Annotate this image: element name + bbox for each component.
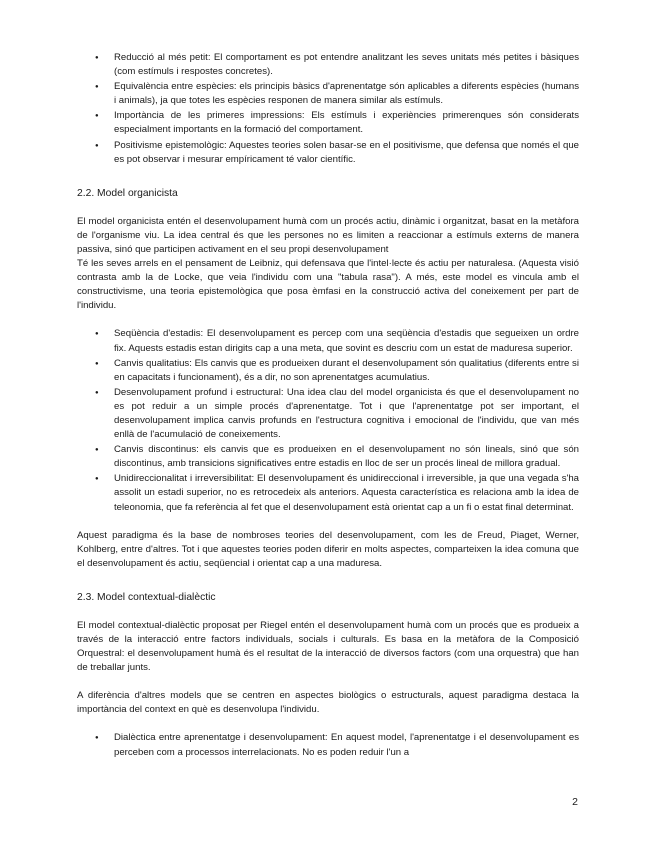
contextual-paragraph-1: El model contextual-dialèctic proposat per Riegel entén el desenvolupament humà com un procés que es produeix a través de la interacció entre factors individuals, socials i culturals. Es basa en la metàfora de la Composició Orquestral: el desenvolupament humà és el resultat de la interacció de diversos factors (com una orquestra) que han de treballar junts. <box>77 619 579 674</box>
list-item: ● Seqüència d'estadis: El desenvolupament es percep com una seqüència d'estadis que segueixen un ordre fix. Aquests estadis estan dirigits cap a una meta, que sovint es descriu com un estat de maduresa superior. <box>77 327 579 355</box>
organicist-features-list <box>77 327 579 514</box>
list-item: ● Importància de les primeres impressions: Els estímuls i experiències primerenques són considerats especialment importants en la formació del comportament. <box>77 109 579 137</box>
list-item: ● Desenvolupament profund i estructural: Una idea clau del model organicista és que el desenvolupament no es pot reduir a un simple procés d'aprenentatge. Tot i que l'aprenentatge pot ser important, el desenvolupament implica canvis profunds en l'estructura cognitiva i emocional de l'individu, que van més enllà de l'acumulació de coneixements. <box>77 386 579 442</box>
organicist-intro-line-1: El model organicista entén el desenvolupament humà com un procés actiu, dinàmic i organitzat, basat en la metàfora de l'organisme viu. La idea central és que les persones no es limiten a reaccionar a estímuls externs de manera passiva, sinó que participen activament en el seu propi desenvolupament <box>77 215 579 255</box>
organicist-intro <box>77 215 579 314</box>
section-heading-contextual: 2.3. Model contextual-dialèctic <box>77 591 216 603</box>
list-item: ● Reducció al més petit: El comportament es pot entendre analitzant les seves unitats més petites i bàsiques (com estímuls i respostes concretes). <box>77 51 579 79</box>
list-item: ● Canvis discontinus: els canvis que es produeixen en el desenvolupament no són lineals, sinó que són discontinus, amb transicions significatives entre estadis en lloc de ser un procés lineal de millora gradual. <box>77 443 579 471</box>
contextual-paragraph-2: A diferència d'altres models que se centren en aspectes biològics o estructurals, aquest paradigma destaca la importància del context en què es desenvolupa l'individu. <box>77 690 579 716</box>
list-item: ● Positivisme epistemològic: Aquestes teories solen basar-se en el positivisme, que defensa que només el que es pot observar i mesurar empíricament té valor científic. <box>77 139 579 167</box>
page-content <box>77 51 579 761</box>
organicist-closing: Aquest paradigma és la base de nombroses teories del desenvolupament, com les de Freud, Piaget, Werner, Kohlberg, entre d'altres. Tot i que aquestes teories poden diferir en molts aspectes, comparteixen la idea comuna que el desenvolupament és actiu, seqüencial i orientat cap a una maduresa. <box>77 529 579 569</box>
page-number: 2 <box>572 796 578 808</box>
list-item: ● Canvis qualitatius: Els canvis que es produeixen durant el desenvolupament són qualitatius (diferents entre si en capacitats i funcionament), és a dir, no son aprenentatges acumulatius. <box>77 357 579 385</box>
contextual-features-list <box>77 731 579 759</box>
list-item: ● Unidireccionalitat i irreversibilitat: El desenvolupament és unidireccional i irreversible, ja que una vegada s'ha assolit un estadi superior, no es retrocedeix als anteriors. Aquesta característica es relaciona amb la idea de teleonomia, que fa referència al fet que el desenvolupament està orientat cap a un fi o estat final determinat. <box>77 472 579 514</box>
section-heading-organicist: 2.2. Model organicista <box>77 187 178 199</box>
list-item: ● Dialèctica entre aprenentatge i desenvolupament: En aquest model, l'aprenentatge i el desenvolupament es perceben com a processos interrelacionats. No es poden reduir l'un a <box>77 731 579 759</box>
behaviorism-principles-list <box>77 51 579 167</box>
organicist-intro-line-2: Té les seves arrels en el pensament de Leibniz, qui defensava que l'intel·lecte és actiu per naturalesa. (Aquesta visió contrasta amb la de Locke, que veia l'individu com una "tabula rasa"). A més, este model es vincula amb el constructivisme, una teoria epistemològica que posa èmfasi en la construcció activa del coneixement per part de l'individu. <box>77 258 579 312</box>
list-item: ● Equivalència entre espècies: els principis bàsics d'aprenentatge són aplicables a diferents espècies (humans i animals), ja que totes les espècies responen de manera similar als estímuls. <box>77 80 579 108</box>
